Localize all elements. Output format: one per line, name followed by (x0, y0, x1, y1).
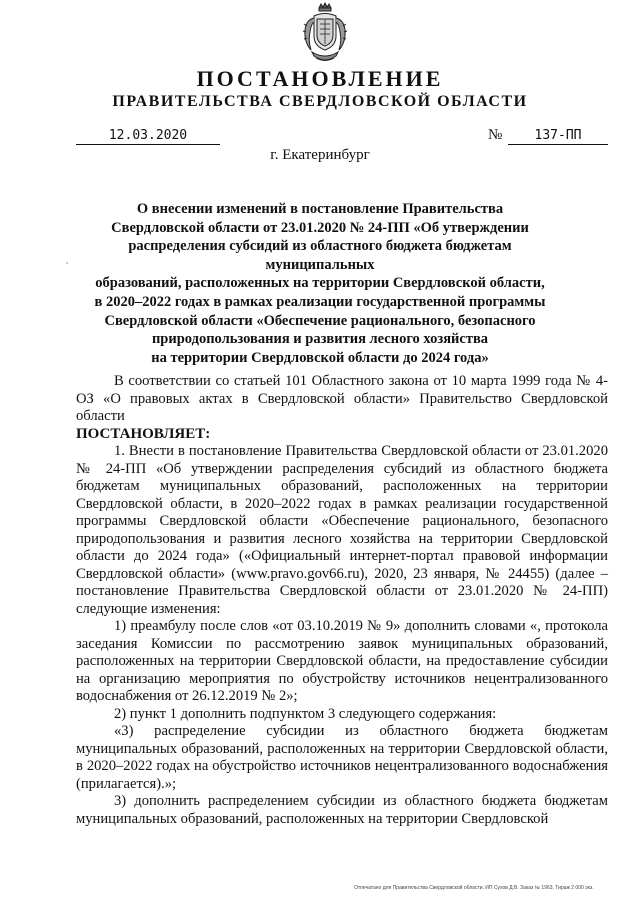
title-line: Свердловской области от 23.01.2020 № 24-ПП «Об утверждении (111, 219, 529, 236)
issuing-organization: ПРАВИТЕЛЬСТВА СВЕРДЛОВСКОЙ ОБЛАСТИ (112, 93, 528, 110)
subitem-3-paragraph: 3) дополнить распределением субсидии из областного бюджета бюджетам муниципальных образований, расположенных на территории Свердловской (76, 793, 608, 827)
scan-speck (66, 262, 68, 264)
title-line: в 2020–2022 годах в рамках реализации государственной программы (94, 293, 546, 310)
print-imprint: Отпечатано для Правительства Свердловской области. ИП Сухов Д.В. Заказ № 1963. Тираж 2 000 экз. (354, 885, 594, 891)
title-line: на территории Свердловской области до 2024 года» (151, 349, 489, 366)
document-body (76, 373, 608, 828)
item-1-paragraph: 1. Внести в постановление Правительства Свердловской области от 23.01.2020 № 24-ПП «Об утверждении распределения субсидий из областного бюджета бюджетам муниципальных образований, расположенных на территории Свердловской области, в 2020–2022 годах в рамках реализации государственной программы Свердловской области «Обеспечение рационального, безопасного природопользования и развития лесного хозяйства на территории Свердловской области до 2024 года» («Официальный интернет-портал правовой информации Свердловской области» (www.pravo.gov66.ru), 2020, 23 января, № 24455) (далее – постановление Правительства Свердловской области от 23.01.2020 № 24-ПП) следующие изменения: (76, 443, 608, 617)
title-line: О внесении изменений в постановление Правительства (136, 201, 504, 217)
title-line: природопользования и развития лесного хозяйства (151, 331, 489, 348)
title-line: Свердловской области «Обеспечение рационального, безопасного (104, 312, 536, 329)
preamble-paragraph: В соответствии со статьей 101 Областного закона от 10 марта 1999 года № 4-ОЗ «О правовых актах в Свердловской области» Правительство Свердловской области (76, 373, 608, 424)
subitem-2-quote-paragraph: «3) распределение субсидии из областного бюджета бюджетам муниципальных образований, расположенных на территории Свердловской области, в 2020–2022 годах на обустройство источников нецентрализованного водоснабжения (прилагается).»; (76, 723, 608, 792)
title-line: распределения субсидий из областного бюджета бюджетам муниципальных (128, 238, 512, 273)
title-line: образований, расположенных на территории Свердловской области, (95, 275, 545, 292)
subitem-2-paragraph: 2) пункт 1 дополнить подпунктом 3 следующего содержания: (114, 705, 497, 722)
document-title (80, 200, 560, 367)
document-number: 137-ПП (508, 128, 608, 145)
document-type-heading: ПОСТАНОВЛЕНИЕ (196, 66, 444, 91)
coat-of-arms-icon (302, 2, 348, 66)
decree-heading: ПОСТАНОВЛЯЕТ: (76, 425, 211, 442)
issue-city: г. Екатеринбург (270, 147, 370, 163)
number-label: № (488, 127, 503, 143)
subitem-1-paragraph: 1) преамбулу после слов «от 03.10.2019 № 9» дополнить словами «, протокола заседания Комиссии по рассмотрению заявок муниципальных образований, расположенных на территории Свердловской области, на предоставление субсидии на организацию мероприятия по обустройству источников нецентрализованного водоснабжения от 26.12.2019 № 2»; (76, 618, 608, 704)
document-date: 12.03.2020 (76, 128, 220, 145)
